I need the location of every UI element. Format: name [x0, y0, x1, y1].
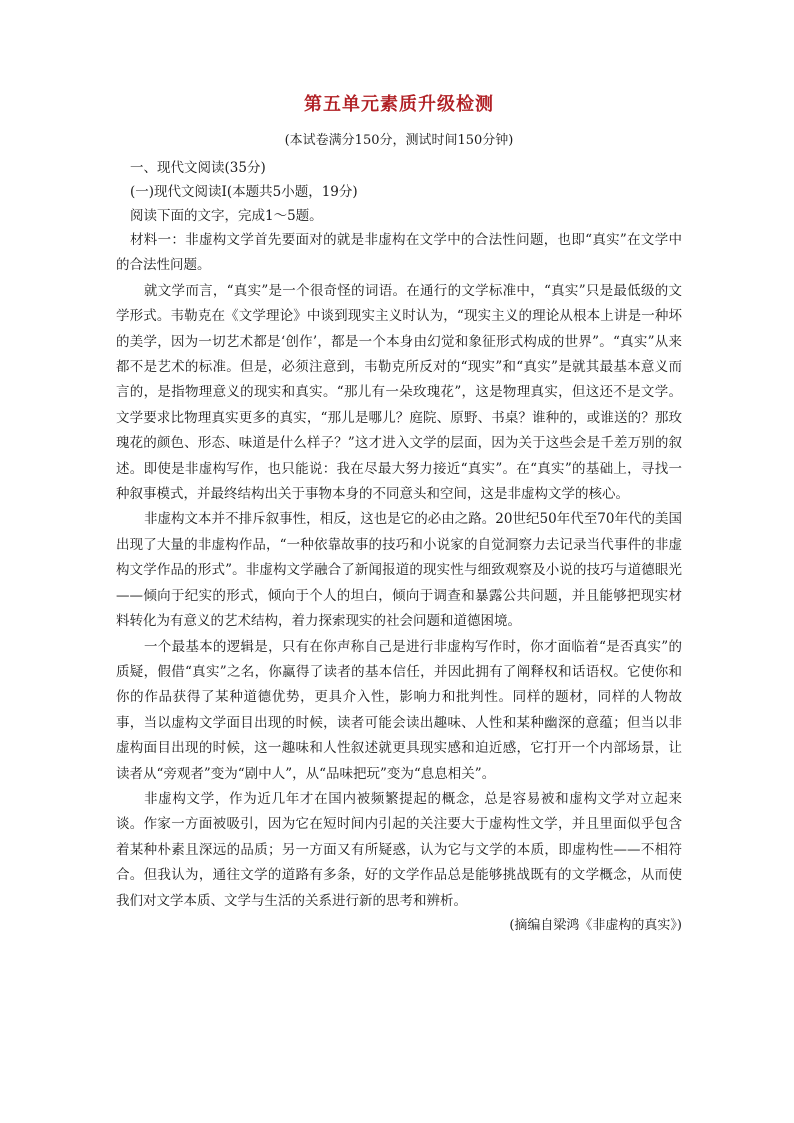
material-paragraph: 非虚构文本并不排斥叙事性，相反，这也是它的必由之路。20世纪50年代至70年代的美国出现了大量的非虚构作品，“一种依靠故事的技巧和小说家的自觉洞察力去记录当代事件的非虚构文学作品的形式”。非虚构文学融合了新闻报道的现实性与细致观察及小说的技巧与道德眼光——倾向于纪实的形式，倾向于个人的坦白，倾向于调查和暴露公共问题，并且能够把现实材料转化为有意义的艺术结构，着力探索现实的社会问题和道德困境。: [116, 511, 682, 630]
material-paragraph: 材料一：非虚构文学首先要面对的就是非虚构在文学中的合法性问题，也即“真实”在文学中的合法性问题。: [116, 232, 682, 274]
reading-material: [116, 228, 682, 914]
page-title: 第五单元素质升级检测: [304, 94, 494, 115]
section-subheading: (一)现代文阅读Ⅰ(本题共5小题，19分): [130, 184, 358, 200]
material-paragraph: 非虚构文学，作为近几年才在国内被频繁提起的概念，总是容易被和虚构文学对立起来谈。作家一方面被吸引，因为它在短时间内引起的关注要大于虚构性文学，并且里面似乎包含着某种朴素且深远的品质；另一方面又有所疑惑，认为它与文学的本质，即虚构性——不相符合。但我认为，通往文学的道路有多条，好的文学作品总是能够挑战既有的文学概念，从而使我们对文学本质、文学与生活的关系进行新的思考和辨析。: [116, 790, 682, 909]
exam-info: (本试卷满分150分，测试时间150分钟): [284, 133, 514, 148]
material-paragraph: 就文学而言，“真实”是一个很奇怪的词语。在通行的文学标准中，“真实”只是最低级的文学形式。韦勒克在《文学理论》中谈到现实主义时认为，“现实主义的理论从根本上讲是一种坏的美学，因为一切艺术都是‘创作’，都是一个本身由幻觉和象征形式构成的世界”。“真实”从来都不是艺术的标准。但是，必须注意到，韦勒克所反对的“现实”和“真实”是就其最基本意义而言的，是指物理意义的现实和真实。“那儿有一朵玫瑰花”，这是物理真实，但这还不是文学。文学要求比物理真实更多的真实，“那儿是哪儿？庭院、原野、书桌？谁种的，或谁送的？那玫瑰花的颜色、形态、味道是什么样子？”这才进入文学的层面，因为关于这些会是千差万别的叙述。即使是非虚构写作，也只能说：我在尽最大努力接近“真实”。在“真实”的基础上，寻找一种叙事模式，并最终结构出关于事物本身的不同意头和空间，这是非虚构文学的核心。: [116, 282, 682, 503]
source-citation: (摘编自梁鸿《非虚构的真实》): [509, 917, 682, 933]
section-heading: 一、现代文阅读(35分): [130, 160, 266, 176]
exam-page: [116, 92, 682, 938]
reading-instruction: 阅读下面的文字，完成1～5题。: [130, 208, 323, 224]
material-paragraph: 一个最基本的逻辑是，只有在你声称自己是进行非虚构写作时，你才面临着“是否真实”的质疑，假借“真实”之名，你赢得了读者的基本信任，并因此拥有了阐释权和话语权。它使你和你的作品获得了某种道德优势，更具介入性，影响力和批判性。同样的题材，同样的人物故事，当以虚构文学面目出现的时候，读者可能会读出趣味、人性和某种幽深的意蕴；但当以非虚构面目出现的时候，这一趣味和人性叙述就更具现实感和迫近感，它打开一个内部场景，让读者从“旁观者”变为“剧中人”，从“品味把玩”变为“息息相关”。: [116, 638, 682, 782]
